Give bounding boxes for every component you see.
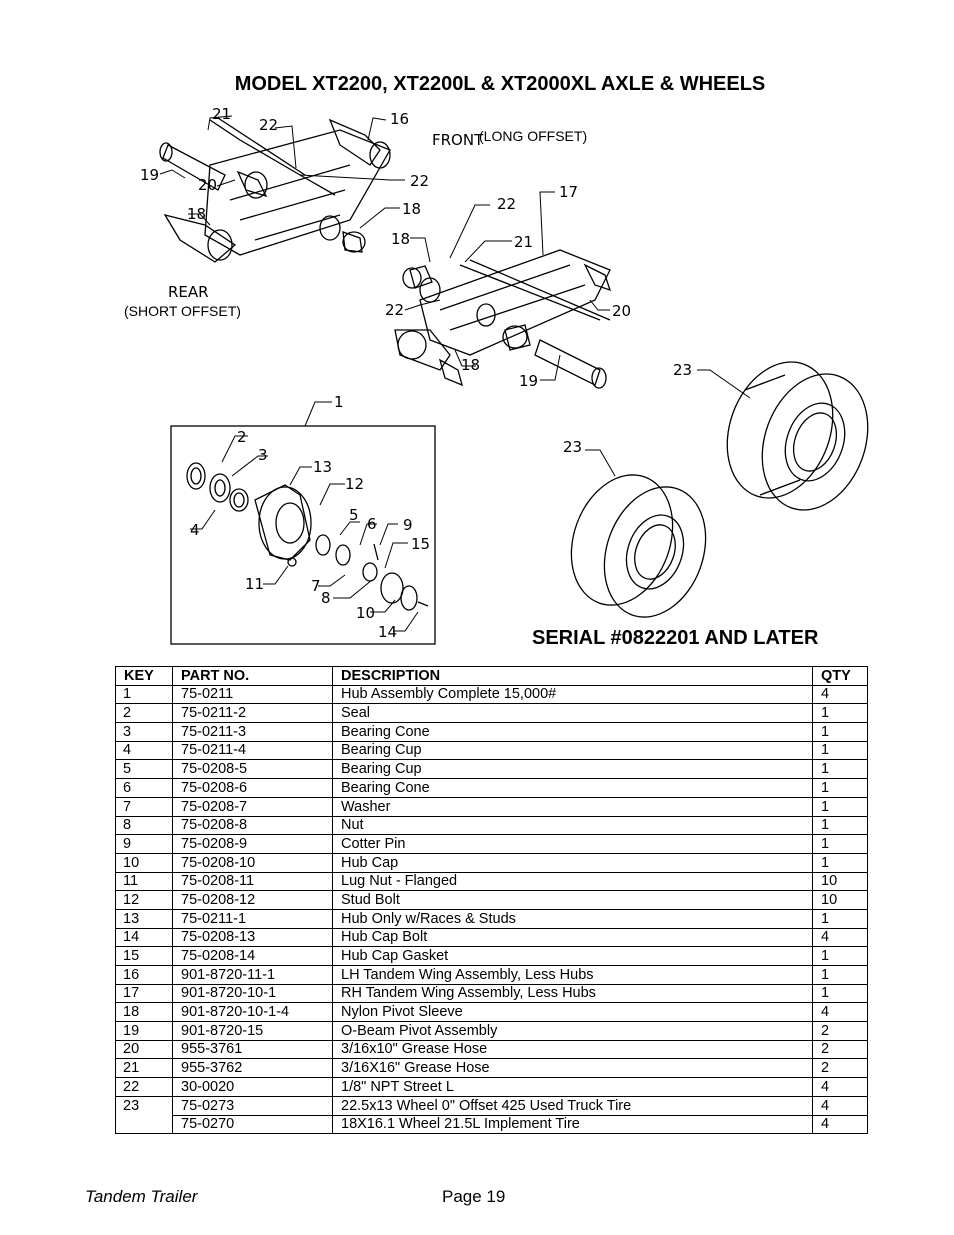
part-no-cell: 75-0208-11 xyxy=(173,872,333,891)
qty-cell: 1 xyxy=(813,816,868,835)
callout-22: 22 xyxy=(497,195,517,213)
callout-19: 19 xyxy=(140,166,160,184)
qty-cell: 2 xyxy=(813,1040,868,1059)
qty-cell: 1 xyxy=(813,853,868,872)
qty-cell: 4 xyxy=(813,1115,868,1134)
long-offset-label: (LONG OFFSET) xyxy=(479,128,588,144)
header-qty: QTY xyxy=(813,667,868,686)
key-cell: 22 xyxy=(116,1078,173,1097)
page-number: Page 19 xyxy=(442,1187,506,1206)
part-no-cell: 75-0208-8 xyxy=(173,816,333,835)
description-cell: Hub Assembly Complete 15,000# xyxy=(333,685,813,704)
description-cell: Lug Nut - Flanged xyxy=(333,872,813,891)
description-cell: Nylon Pivot Sleeve xyxy=(333,1003,813,1022)
callout-21: 21 xyxy=(514,233,534,251)
key-cell: 13 xyxy=(116,909,173,928)
callout-17: 17 xyxy=(559,183,579,201)
callout-10: 10 xyxy=(356,604,376,622)
callout-23: 23 xyxy=(673,361,693,379)
description-cell: 22.5x13 Wheel 0" Offset 425 Used Truck Tire xyxy=(333,1096,813,1115)
table-row xyxy=(116,1040,868,1059)
callout-22: 22 xyxy=(385,301,405,319)
key-cell: 8 xyxy=(116,816,173,835)
rh-tandem-wing xyxy=(395,250,610,388)
qty-cell: 1 xyxy=(813,797,868,816)
part-no-cell: 75-0208-13 xyxy=(173,928,333,947)
part-no-cell: 75-0211-4 xyxy=(173,741,333,760)
part-no-cell: 75-0208-12 xyxy=(173,891,333,910)
table-row xyxy=(116,1115,868,1134)
qty-cell: 4 xyxy=(813,1003,868,1022)
description-cell: O-Beam Pivot Assembly xyxy=(333,1022,813,1041)
part-no-cell: 75-0208-7 xyxy=(173,797,333,816)
qty-cell: 1 xyxy=(813,704,868,723)
callout-11: 11 xyxy=(245,575,265,593)
table-row xyxy=(116,891,868,910)
qty-cell: 1 xyxy=(813,966,868,985)
part-no-cell: 75-0270 xyxy=(173,1115,333,1134)
callout-5: 5 xyxy=(349,506,359,524)
key-cell: 1 xyxy=(116,685,173,704)
description-cell: Bearing Cone xyxy=(333,779,813,798)
qty-cell: 10 xyxy=(813,872,868,891)
callout-6: 6 xyxy=(367,515,377,533)
table-row xyxy=(116,909,868,928)
table-row xyxy=(116,984,868,1003)
part-no-cell: 901-8720-10-1-4 xyxy=(173,1003,333,1022)
part-no-cell: 75-0208-14 xyxy=(173,947,333,966)
table-row xyxy=(116,947,868,966)
part-no-cell: 30-0020 xyxy=(173,1078,333,1097)
page-title: MODEL XT2200, XT2200L & XT2000XL AXLE & WHEELS xyxy=(234,73,766,95)
header-description: DESCRIPTION xyxy=(333,667,813,686)
table-row xyxy=(116,704,868,723)
key-cell: 14 xyxy=(116,928,173,947)
qty-cell: 1 xyxy=(813,741,868,760)
description-cell: Seal xyxy=(333,704,813,723)
table-row xyxy=(116,835,868,854)
callout-15: 15 xyxy=(411,535,431,553)
table-row xyxy=(116,872,868,891)
qty-cell: 4 xyxy=(813,1096,868,1115)
header-part-no: PART NO. xyxy=(173,667,333,686)
qty-cell: 1 xyxy=(813,909,868,928)
wheel-lower xyxy=(554,461,723,632)
table-row xyxy=(116,928,868,947)
callout-13: 13 xyxy=(313,458,333,476)
table-row xyxy=(116,723,868,742)
description-cell: Nut xyxy=(333,816,813,835)
part-no-cell: 955-3761 xyxy=(173,1040,333,1059)
callout-22: 22 xyxy=(259,116,279,134)
part-no-cell: 75-0211 xyxy=(173,685,333,704)
hub-exploded-parts xyxy=(187,463,431,610)
key-cell: 21 xyxy=(116,1059,173,1078)
table-row xyxy=(116,1078,868,1097)
part-no-cell: 901-8720-11-1 xyxy=(173,966,333,985)
description-cell: 3/16x10" Grease Hose xyxy=(333,1040,813,1059)
description-cell: 18X16.1 Wheel 21.5L Implement Tire xyxy=(333,1115,813,1134)
part-no-cell: 75-0208-5 xyxy=(173,760,333,779)
key-cell: 4 xyxy=(116,741,173,760)
qty-cell: 1 xyxy=(813,947,868,966)
table-header-row xyxy=(116,667,868,686)
callout-18: 18 xyxy=(461,356,481,374)
part-no-cell: 75-0208-10 xyxy=(173,853,333,872)
callout-18: 18 xyxy=(187,205,207,223)
key-cell: 9 xyxy=(116,835,173,854)
key-cell: 6 xyxy=(116,779,173,798)
callout-8: 8 xyxy=(321,589,331,607)
part-no-cell: 901-8720-10-1 xyxy=(173,984,333,1003)
part-no-cell: 75-0208-9 xyxy=(173,835,333,854)
qty-cell: 1 xyxy=(813,835,868,854)
callout-21: 21 xyxy=(212,105,232,123)
callout-4: 4 xyxy=(190,521,200,539)
part-no-cell: 75-0211-2 xyxy=(173,704,333,723)
callout-22: 22 xyxy=(410,172,430,190)
key-cell: 17 xyxy=(116,984,173,1003)
table-row xyxy=(116,1022,868,1041)
part-no-cell: 75-0273 xyxy=(173,1096,333,1115)
description-cell: 3/16X16" Grease Hose xyxy=(333,1059,813,1078)
key-cell: 18 xyxy=(116,1003,173,1022)
callout-2: 2 xyxy=(237,428,247,446)
qty-cell: 1 xyxy=(813,984,868,1003)
description-cell: Bearing Cup xyxy=(333,760,813,779)
description-cell: Hub Cap Bolt xyxy=(333,928,813,947)
serial-heading: SERIAL #0822201 AND LATER xyxy=(532,627,819,649)
part-no-cell: 901-8720-15 xyxy=(173,1022,333,1041)
description-cell: 1/8" NPT Street L xyxy=(333,1078,813,1097)
table-row xyxy=(116,1059,868,1078)
lh-tandem-wing xyxy=(160,118,390,262)
key-cell: 11 xyxy=(116,872,173,891)
description-cell: RH Tandem Wing Assembly, Less Hubs xyxy=(333,984,813,1003)
table-row xyxy=(116,853,868,872)
header-key: KEY xyxy=(116,667,173,686)
qty-cell: 2 xyxy=(813,1059,868,1078)
description-cell: LH Tandem Wing Assembly, Less Hubs xyxy=(333,966,813,985)
description-cell: Washer xyxy=(333,797,813,816)
callout-14: 14 xyxy=(378,623,398,641)
description-cell: Bearing Cone xyxy=(333,723,813,742)
key-cell: 10 xyxy=(116,853,173,872)
key-cell: 3 xyxy=(116,723,173,742)
callout-3: 3 xyxy=(258,446,268,464)
key-cell: 15 xyxy=(116,947,173,966)
rear-label: REAR xyxy=(168,283,209,301)
qty-cell: 4 xyxy=(813,685,868,704)
short-offset-label: (SHORT OFFSET) xyxy=(124,303,241,319)
callout-23: 23 xyxy=(563,438,583,456)
callout-20: 20 xyxy=(612,302,632,320)
axle-wheels-diagram xyxy=(0,100,954,660)
key-cell: 12 xyxy=(116,891,173,910)
key-cell: 5 xyxy=(116,760,173,779)
key-cell: 16 xyxy=(116,966,173,985)
key-cell: 23 xyxy=(116,1096,173,1115)
callout-9: 9 xyxy=(403,516,413,534)
qty-cell: 2 xyxy=(813,1022,868,1041)
qty-cell: 4 xyxy=(813,1078,868,1097)
key-cell: 2 xyxy=(116,704,173,723)
table-row xyxy=(116,779,868,798)
table-row xyxy=(116,760,868,779)
qty-cell: 1 xyxy=(813,760,868,779)
footer-title: Tandem Trailer xyxy=(85,1187,198,1206)
table-row xyxy=(116,816,868,835)
qty-cell: 1 xyxy=(813,779,868,798)
front-label: FRONT xyxy=(432,131,484,149)
description-cell: Hub Cap xyxy=(333,853,813,872)
table-row xyxy=(116,966,868,985)
callout-18: 18 xyxy=(391,230,411,248)
description-cell: Hub Cap Gasket xyxy=(333,947,813,966)
callout-12: 12 xyxy=(345,475,365,493)
parts-table xyxy=(115,666,868,1134)
callout-1: 1 xyxy=(334,393,344,411)
part-no-cell: 75-0208-6 xyxy=(173,779,333,798)
part-no-cell: 955-3762 xyxy=(173,1059,333,1078)
qty-cell: 4 xyxy=(813,928,868,947)
wheel-upper xyxy=(709,347,886,525)
description-cell: Hub Only w/Races & Studs xyxy=(333,909,813,928)
callout-18: 18 xyxy=(402,200,422,218)
callout-16: 16 xyxy=(390,110,410,128)
table-row xyxy=(116,1003,868,1022)
part-no-cell: 75-0211-1 xyxy=(173,909,333,928)
description-cell: Bearing Cup xyxy=(333,741,813,760)
qty-cell: 10 xyxy=(813,891,868,910)
hub-assembly-frame xyxy=(171,426,435,644)
part-no-cell: 75-0211-3 xyxy=(173,723,333,742)
table-row xyxy=(116,685,868,704)
key-cell: 7 xyxy=(116,797,173,816)
description-cell: Stud Bolt xyxy=(333,891,813,910)
description-cell: Cotter Pin xyxy=(333,835,813,854)
qty-cell: 1 xyxy=(813,723,868,742)
callout-7: 7 xyxy=(311,577,321,595)
callout-20: 20 xyxy=(198,176,218,194)
callout-leaders xyxy=(160,116,750,631)
key-cell: 19 xyxy=(116,1022,173,1041)
table-row xyxy=(116,1096,868,1115)
table-row xyxy=(116,797,868,816)
key-cell xyxy=(116,1115,173,1134)
key-cell: 20 xyxy=(116,1040,173,1059)
table-row xyxy=(116,741,868,760)
callout-19: 19 xyxy=(519,372,539,390)
